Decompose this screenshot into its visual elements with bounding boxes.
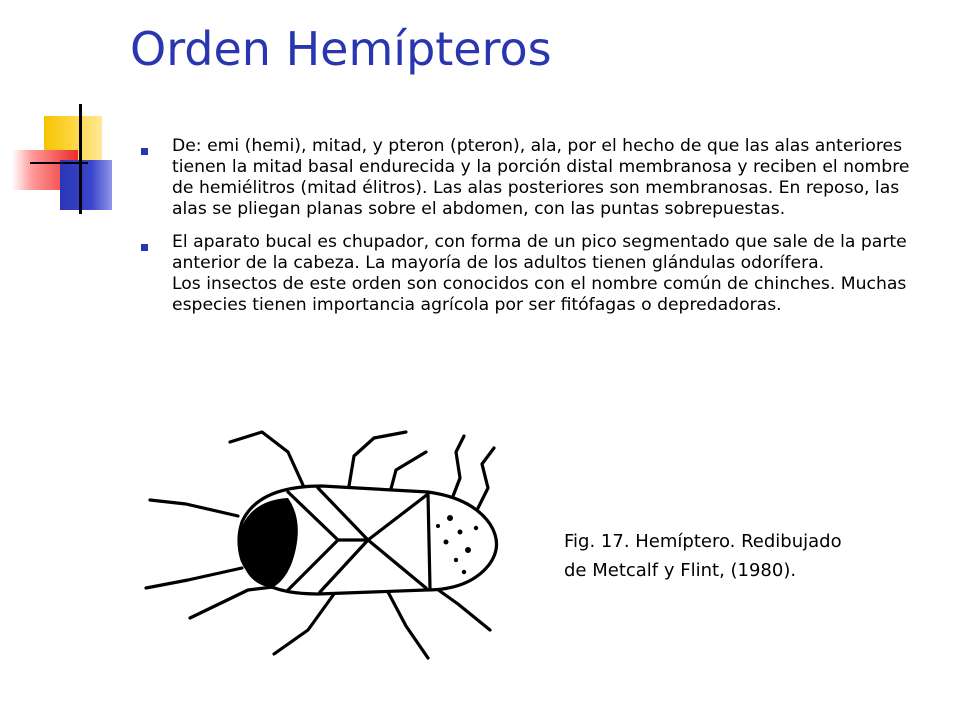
bullet-text: De: emi (hemi), mitad, y pteron (pteron), ala, por el hecho de que las alas anteriores tienen la mitad basal endurecida y la porción distal membranosa y reciben el nombre de hemiélitros (mitad élitros). Las alas posteriores son membranosas. En reposo, las alas se pliegan planas sobre el abdomen, con las puntas sobrepuestas. [172,136,910,219]
bullet-square-icon [141,148,148,155]
bullet-text: El aparato bucal es chupador, con forma de un pico segmentado que sale de la parte anterior de la cabeza. La mayoría de los adultos tienen glándulas odorífera. Los insectos de este orden son conocidos con el nombre común de chinches. Muchas especies tienen importancia agrícola por ser fitófagas o depredadoras. [172,232,907,315]
slide-title: Orden Hemípteros [130,22,552,76]
hemipteran-insect-drawing [138,408,556,670]
bullet-item [135,232,935,316]
decorative-vertical-line [79,104,82,214]
decorative-horizontal-line [30,162,88,164]
bullet-square-icon [141,244,148,251]
bullet-list [135,136,935,328]
figure-caption: Fig. 17. Hemíptero. Redibujado de Metcalf y Flint, (1980). [564,531,842,581]
bullet-item [135,136,935,220]
decorative-blue-square [60,160,112,210]
